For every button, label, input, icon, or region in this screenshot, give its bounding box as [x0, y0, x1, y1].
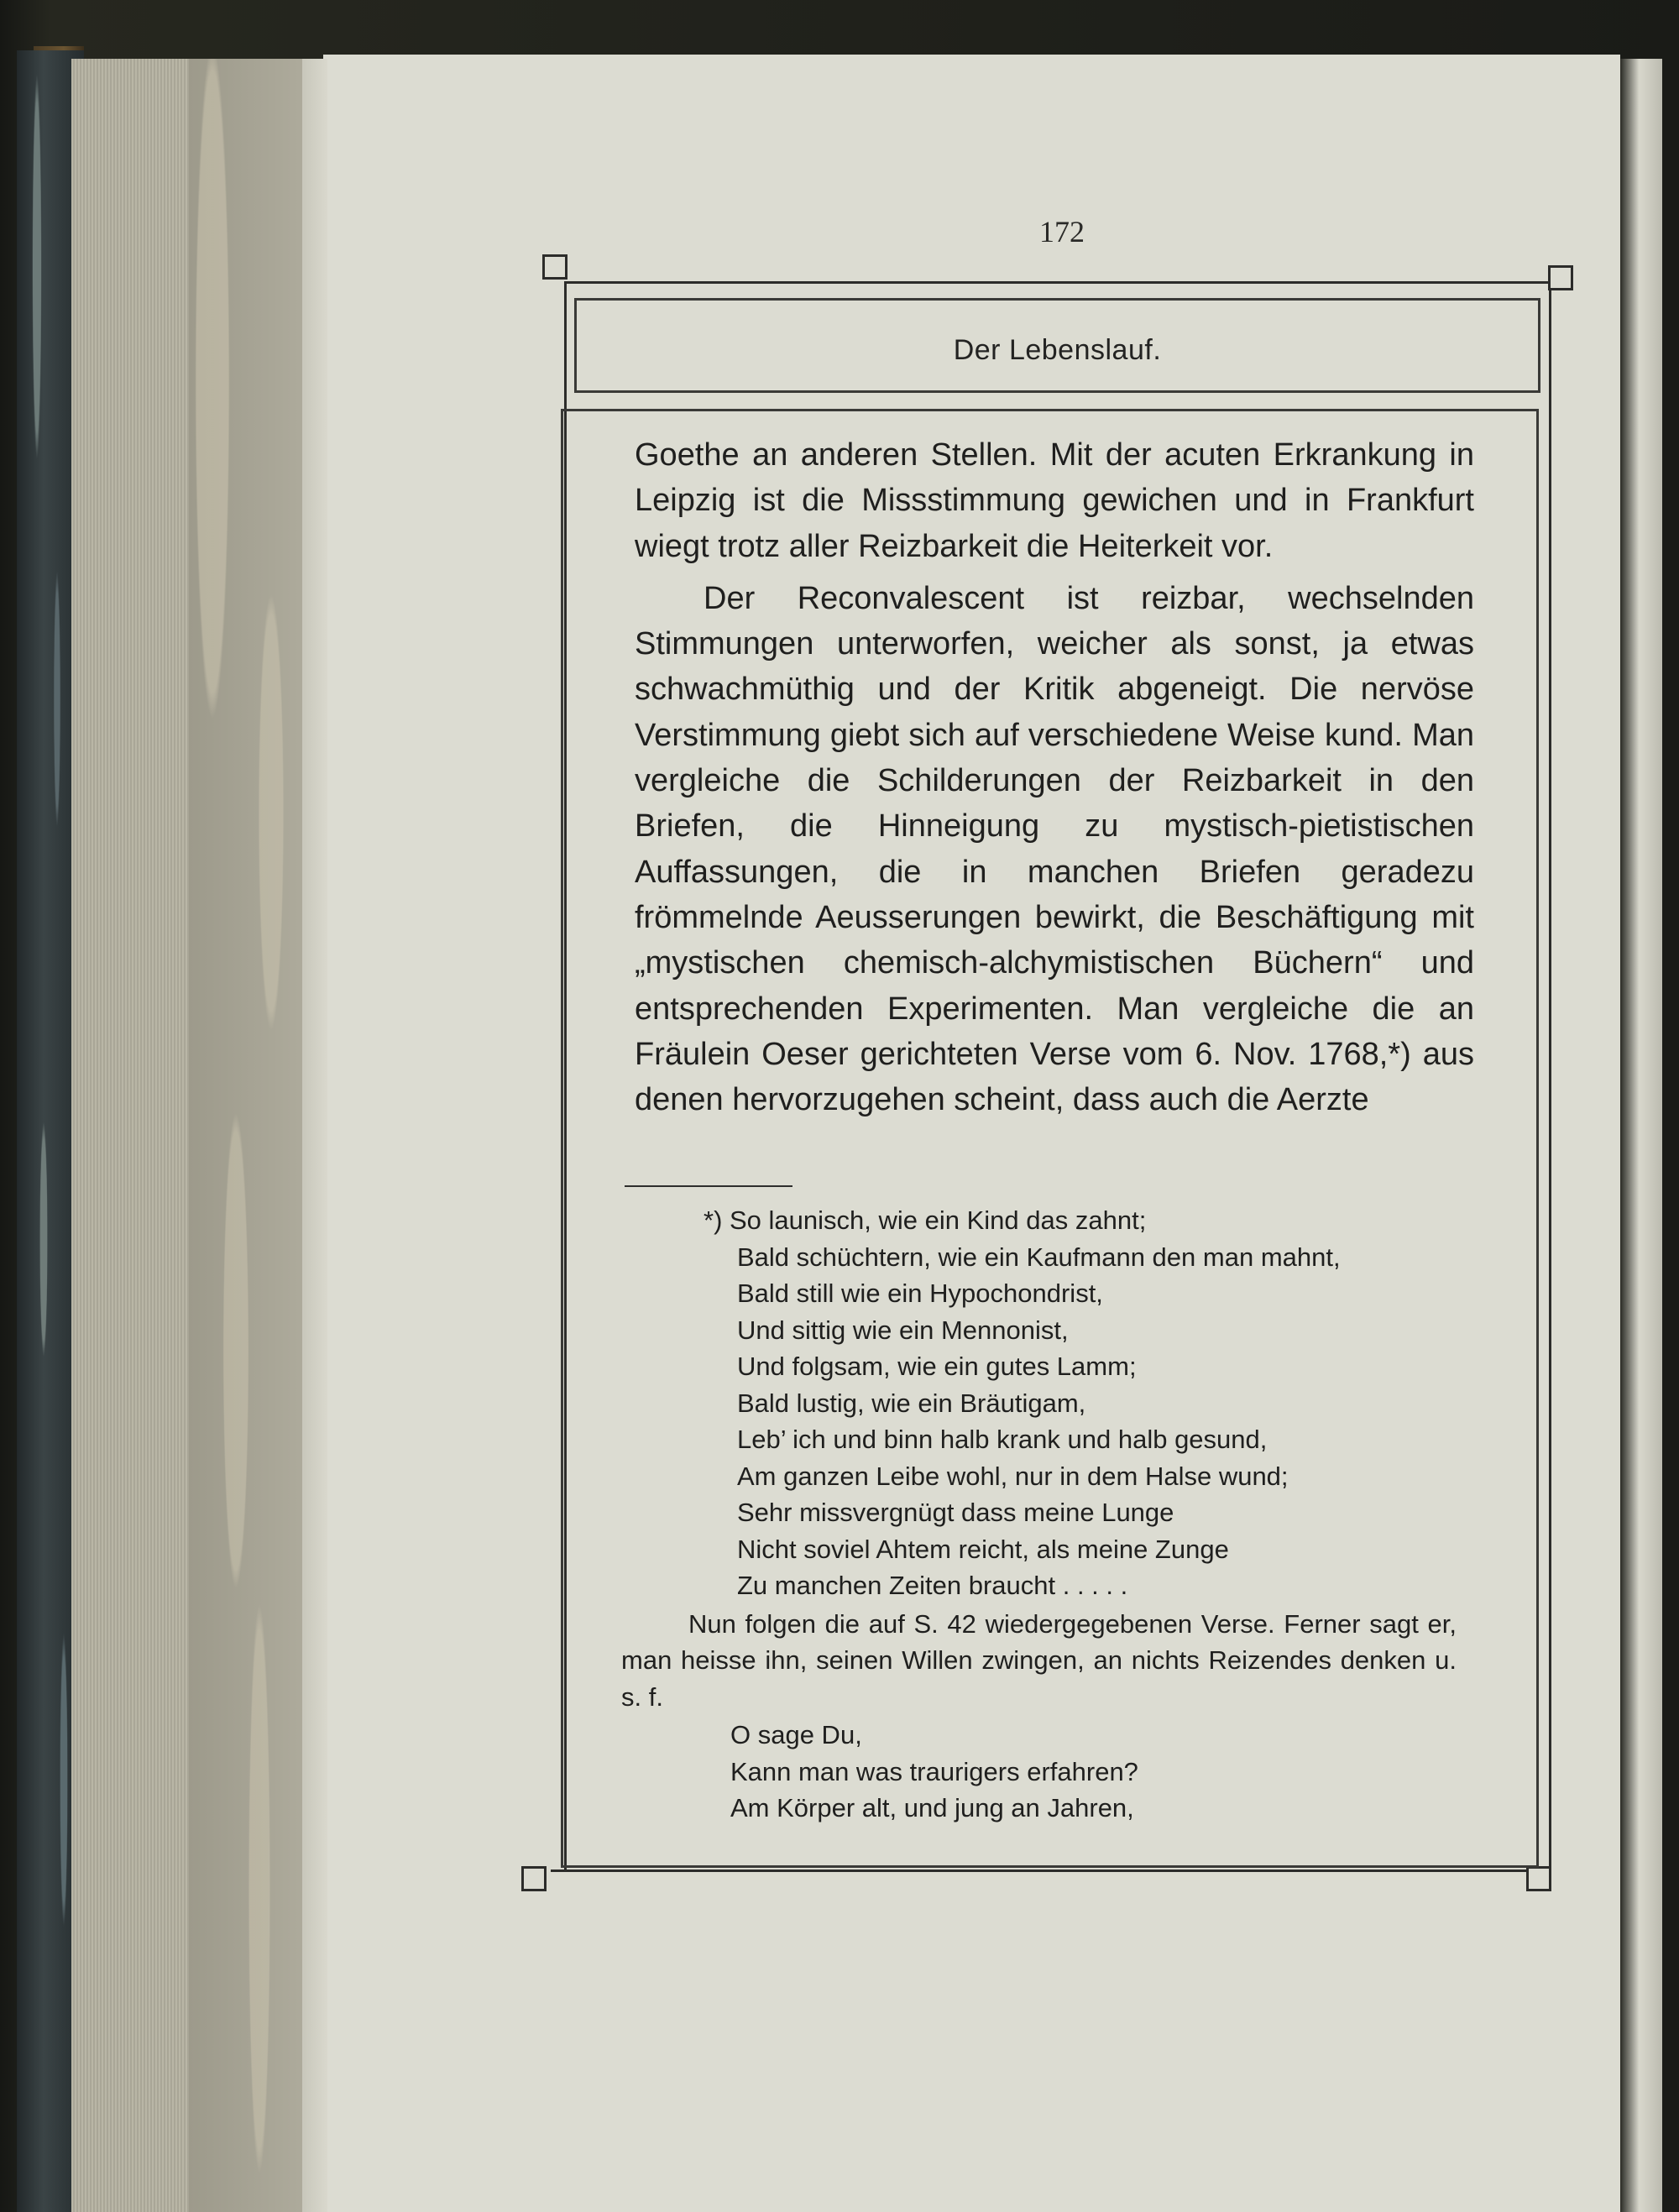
verse-line: Am ganzen Leibe wohl, nur in dem Halse wund;	[737, 1461, 1289, 1491]
paragraph-2: Der Reconvalescent ist reizbar, wechselnden Stimmungen unterworfen, weicher als sonst, ja etwas schwachmüthig und der Kritik abgeneigt. Die nervöse Verstimmung giebt sich auf verschiedene Weise kund. Man vergleiche die Schilderungen der Reizbarkeit in den Briefen, die Hinneigung zu mystisch-pietistischen Auffassungen, die in manchen Briefen geradezu frömmelnde Aeusserungen bewirkt, die Beschäftigung mit „mystischen chemisch-alchymistischen Büchern“ und entsprechenden Experimenten. Man vergleiche die an Fräulein Oeser gerichteten Verse vom 6. Nov. 1768,*) aus denen hervorzugehen scheint, dass auch die Aerzte	[635, 580, 1474, 1118]
verse-line: Leb’ ich und binn halb krank und halb gesund,	[737, 1425, 1268, 1454]
verse-line: Kann man was traurigers erfahren?	[730, 1756, 1138, 1786]
verse-line: Nicht soviel Ahtem reicht, als meine Zunge	[737, 1534, 1229, 1564]
gutter-shadow	[302, 59, 327, 2212]
footnote-rule	[625, 1185, 792, 1187]
footnote-block	[621, 1202, 1457, 1827]
footnote-prose: Nun folgen die auf S. 42 wiedergegebenen Verse. Ferner sagt er, man heisse ihn, seinen Willen zwingen, an nichts Reizendes denken u. s. f.	[621, 1608, 1457, 1712]
facing-page-edge	[1620, 59, 1662, 2212]
verse-line: Sehr missvergnügt dass meine Lunge	[737, 1498, 1174, 1527]
header-box	[574, 298, 1540, 393]
page-number: 172	[1039, 215, 1085, 248]
verse-line: *) So launisch, wie ein Kind das zahnt;	[704, 1205, 1147, 1235]
frame-corner-bottom-left	[521, 1866, 547, 1891]
main-text	[635, 432, 1474, 1122]
frame-corner-top-right	[1548, 265, 1573, 290]
verse-line: Bald schüchtern, wie ein Kaufmann den man mahnt,	[737, 1242, 1341, 1272]
paragraph-1: Goethe an anderen Stellen. Mit der acuten Erkrankung in Leipzig ist die Missstimmung gewichen und in Frankfurt wiegt trotz aller Reizbarkeit die Heiterkeit vor.	[635, 437, 1474, 564]
verse-line: Bald still wie ein Hypochondrist,	[737, 1279, 1103, 1308]
frame-corner-top-left	[542, 254, 568, 280]
verse-line: O sage Du,	[730, 1720, 862, 1749]
verse-line: Zu manchen Zeiten braucht . . . . .	[737, 1571, 1128, 1600]
verse-line: Und folgsam, wie ein gutes Lamm;	[737, 1352, 1137, 1381]
verse-line: Am Körper alt, und jung an Jahren,	[730, 1793, 1134, 1822]
running-title: Der Lebenslauf.	[953, 334, 1162, 366]
verse-line: Und sittig wie ein Mennonist,	[737, 1315, 1069, 1345]
marbled-page-edges	[189, 59, 306, 2212]
frame-corner-bottom-right	[1526, 1866, 1551, 1891]
verse-line: Bald lustig, wie ein Bräutigam,	[737, 1388, 1086, 1418]
